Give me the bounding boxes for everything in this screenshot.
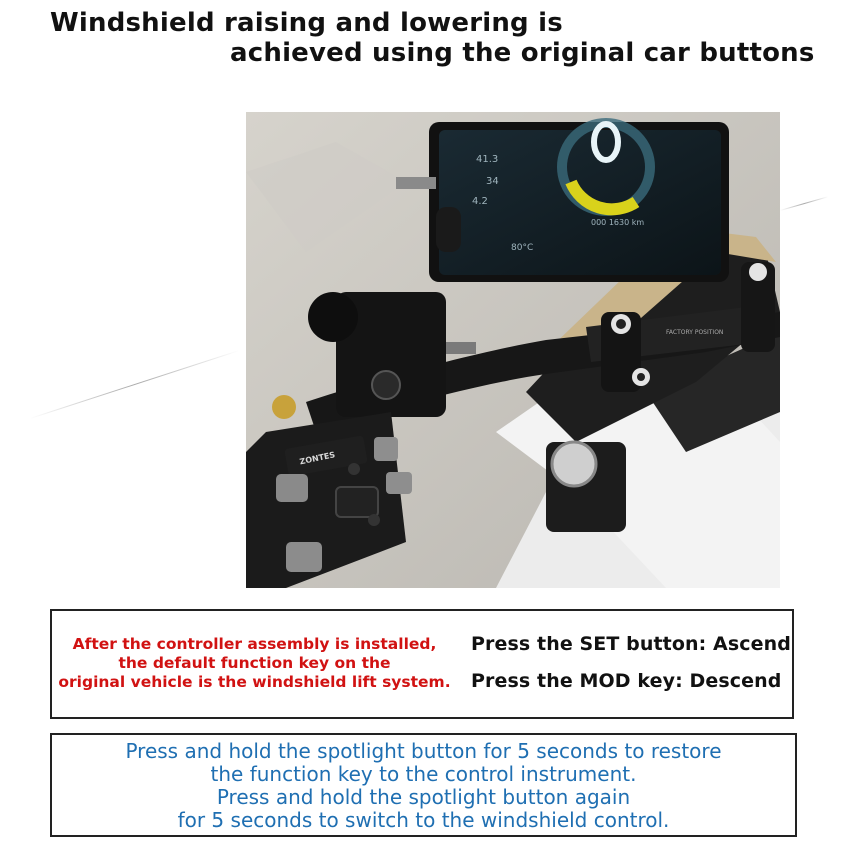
switch-button-up bbox=[374, 437, 398, 461]
dash-value: 41.3 bbox=[476, 154, 499, 165]
restore-instruction-line: the function key to the control instrument. bbox=[210, 762, 637, 786]
dash-value: 34 bbox=[486, 176, 499, 187]
title-line-2: achieved using the original car buttons bbox=[230, 38, 815, 68]
switch-brand-label: ZONTES bbox=[298, 450, 336, 467]
switch-button-set bbox=[276, 474, 308, 502]
decorative-streak bbox=[780, 196, 828, 211]
gold-bolt bbox=[272, 395, 296, 419]
restore-instruction-line: Press and hold the spotlight button again bbox=[216, 785, 631, 809]
info-box bbox=[50, 609, 794, 719]
title-line-1: Windshield raising and lowering is bbox=[50, 8, 563, 38]
switch-button-mod bbox=[336, 487, 378, 517]
switch-button-light bbox=[286, 542, 322, 572]
mod-key-instruction: Press the MOD key: Descend bbox=[471, 670, 782, 692]
bar-brand-label: FACTORY POSITION bbox=[666, 329, 724, 336]
photo-illustration bbox=[246, 112, 780, 588]
restore-instruction-line: for 5 seconds to switch to the windshield control. bbox=[177, 808, 670, 832]
mirror-ball-mount bbox=[308, 292, 358, 342]
motorcycle-handlebar-photo bbox=[246, 112, 780, 588]
decorative-streak bbox=[30, 350, 240, 419]
installation-note-line: the default function key on the bbox=[118, 654, 391, 672]
switch-button-down bbox=[386, 472, 412, 494]
dash-value: 4.2 bbox=[472, 196, 488, 207]
installation-note-line: original vehicle is the windshield lift system. bbox=[58, 673, 451, 691]
page-title bbox=[0, 0, 852, 80]
fuel-cap bbox=[552, 442, 596, 486]
installation-note-line: After the controller assembly is installed, bbox=[72, 635, 437, 653]
dash-odometer: 000 1630 km bbox=[591, 218, 645, 227]
set-button-instruction: Press the SET button: Ascend bbox=[471, 633, 791, 655]
restore-instruction-line: Press and hold the spotlight button for 5 seconds to restore bbox=[125, 739, 722, 763]
restore-instructions-box bbox=[50, 733, 797, 837]
dash-temperature: 80°C bbox=[511, 243, 534, 253]
installation-note bbox=[52, 635, 457, 692]
